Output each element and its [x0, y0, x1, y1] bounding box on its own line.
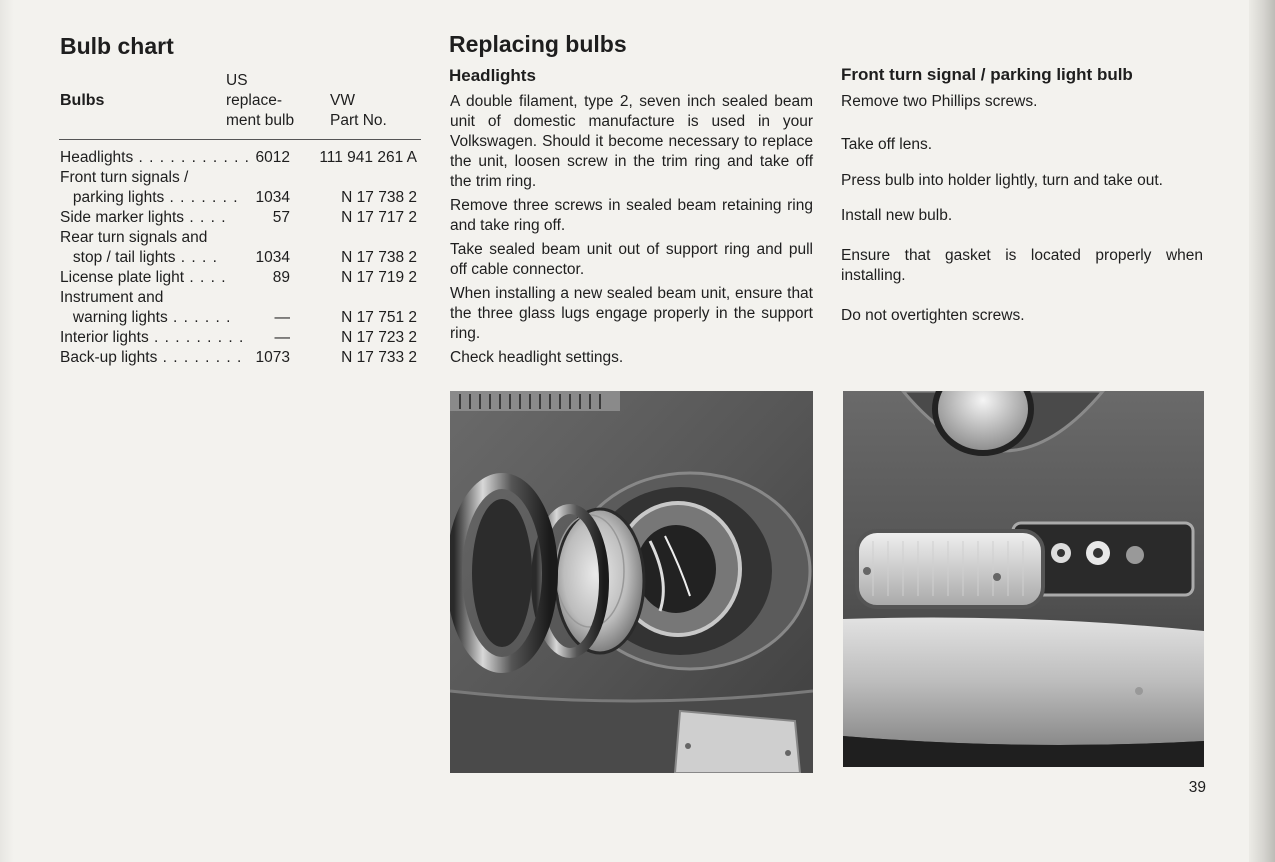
vw-part-number: N 17 738 2: [341, 249, 417, 266]
column-header-vw-part: [330, 91, 387, 131]
bulb-name-text: Side marker lights: [60, 209, 185, 226]
dot-leader: . . . .: [184, 209, 227, 226]
bulb-name-text: Interior lights: [60, 329, 149, 346]
bulb-name-text: Instrument and: [60, 289, 164, 306]
table-divider: [59, 139, 421, 140]
bulb-name-text: stop / tail lights: [60, 249, 176, 266]
headlight-assembly-photo: [450, 391, 813, 773]
us-bulb-number: 89: [272, 269, 290, 286]
page-edge: [1249, 0, 1275, 862]
column-header-line: Part No.: [330, 112, 387, 129]
dot-leader: . . . .: [184, 269, 227, 286]
bulb-name: [60, 248, 218, 268]
column-header-us-bulb: [226, 71, 294, 131]
front-turn-signal-subtitle: Front turn signal / parking light bulb: [841, 65, 1133, 84]
us-bulb-number: —: [274, 329, 290, 346]
column-header-line: ment bulb: [226, 112, 295, 129]
instruction-paragraph: Press bulb into holder lightly, turn and take out.: [841, 172, 1163, 189]
instruction-paragraph: Do not overtighten screws.: [841, 307, 1025, 324]
instruction-paragraph: Take off lens.: [841, 136, 933, 153]
us-bulb-number: 57: [272, 209, 290, 226]
headlights-instructions: [450, 92, 813, 368]
bulb-chart-title: Bulb chart: [60, 33, 174, 59]
dot-leader: . . . . . . . . . . .: [133, 149, 250, 166]
bulb-name-text: Rear turn signals and: [60, 229, 208, 246]
vw-part-number: 111 941 261 A: [319, 149, 417, 166]
bulb-name: [60, 208, 227, 228]
us-bulb-number: 1073: [255, 349, 290, 366]
us-bulb-number: 1034: [255, 189, 290, 206]
bulb-name: [60, 148, 250, 168]
bulb-name: [60, 288, 163, 308]
bulb-name: [60, 328, 244, 348]
headlight-photo-drawing: [450, 391, 813, 773]
bulb-name: [60, 348, 242, 368]
instruction-paragraph: Remove two Phillips screws.: [841, 93, 1038, 110]
vw-part-number: N 17 733 2: [341, 349, 417, 366]
turn-signal-assembly-photo: [843, 391, 1204, 767]
instruction-paragraph: Take sealed beam unit out of support ring and pull off cable connector.: [450, 241, 813, 278]
vw-part-number: N 17 723 2: [341, 329, 417, 346]
bulb-name-text: parking lights: [60, 189, 165, 206]
headlights-subtitle: Headlights: [449, 66, 536, 85]
turn-signal-photo-drawing: [843, 391, 1204, 767]
bulb-name: [60, 268, 227, 288]
bulb-name: [60, 188, 239, 208]
column-header-line: replace-: [226, 92, 282, 109]
instruction-paragraph: Install new bulb.: [841, 207, 953, 224]
bulb-name-text: Back-up lights: [60, 349, 158, 366]
page-shadow: [0, 0, 14, 862]
vw-part-number: N 17 717 2: [341, 209, 417, 226]
instruction-paragraph: Remove three screws in sealed beam retaining ring and take ring off.: [450, 197, 813, 234]
bulb-name: [60, 168, 188, 188]
instruction-paragraph: Ensure that gasket is located properly when installing.: [841, 247, 1203, 284]
column-header-line: VW: [330, 92, 355, 109]
dot-leader: . . . . . . . . .: [148, 329, 245, 346]
vw-part-number: N 17 738 2: [341, 189, 417, 206]
replacing-bulbs-title: Replacing bulbs: [449, 31, 627, 57]
dot-leader: . . . .: [175, 249, 218, 266]
bulb-name: [60, 228, 207, 248]
us-bulb-number: —: [274, 309, 290, 326]
dot-leader: . . . . . .: [167, 309, 232, 326]
instruction-paragraph: A double filament, type 2, seven inch sealed beam unit of domestic manufacture is used in your Volkswagen. Should it become necessary to replace the unit, loosen screw in the trim ring and take off the trim ring.: [450, 93, 813, 190]
vw-part-number: N 17 719 2: [341, 269, 417, 286]
dot-leader: . . . . . . . .: [157, 349, 243, 366]
bulb-name-text: Front turn signals /: [60, 169, 189, 186]
us-bulb-number: 6012: [255, 149, 290, 166]
bulb-name: [60, 308, 231, 328]
bulb-name-text: License plate light: [60, 269, 185, 286]
bulb-name-text: warning lights: [60, 309, 168, 326]
us-bulb-number: 1034: [255, 249, 290, 266]
vw-part-number: N 17 751 2: [341, 309, 417, 326]
dot-leader: . . . . . . .: [164, 189, 239, 206]
column-header-bulbs: Bulbs: [60, 92, 105, 109]
column-header-line: US: [226, 72, 248, 89]
bulb-name-text: Headlights: [60, 149, 134, 166]
instruction-paragraph: Check headlight settings.: [450, 349, 624, 366]
instruction-paragraph: When installing a new sealed beam unit, ensure that the three glass lugs engage properly in the support ring.: [450, 285, 813, 342]
page-number: 39: [1188, 779, 1206, 796]
